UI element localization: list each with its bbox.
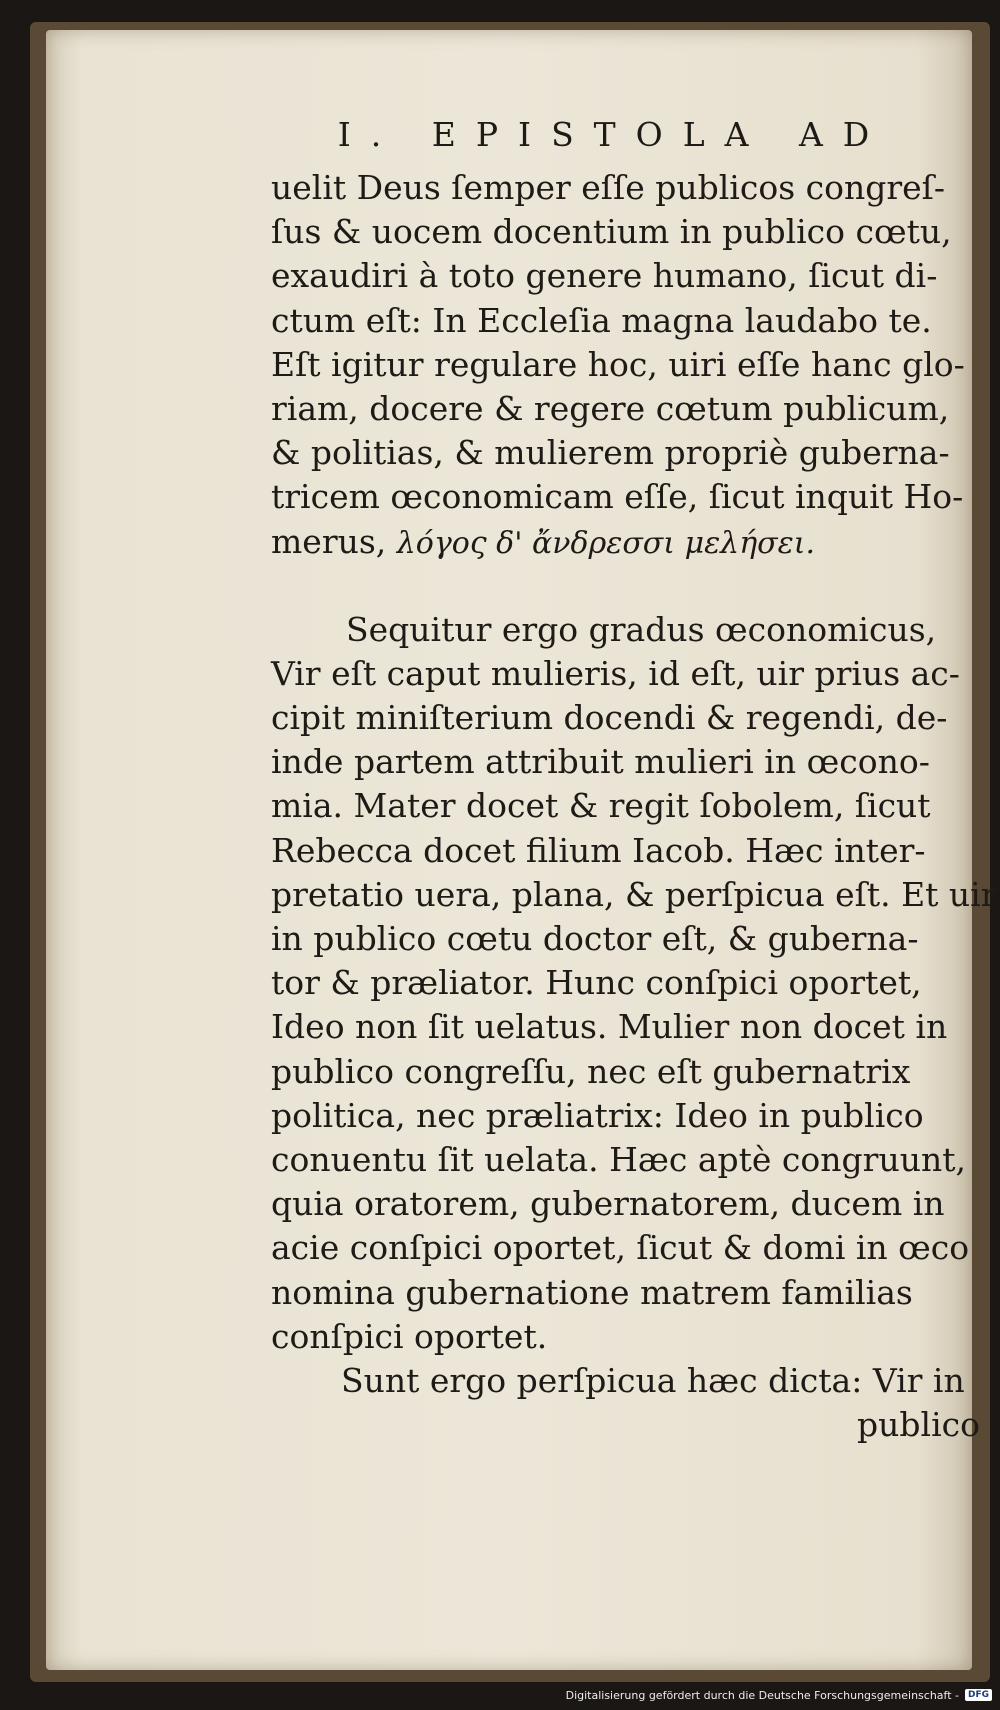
text-line: quia oratorem, gubernatorem, ducem in bbox=[271, 1184, 945, 1224]
text-line: inde partem attribuit mulieri in œcono- bbox=[271, 742, 930, 782]
text-line: acie conſpici oportet, ſicut & domi in œco bbox=[271, 1228, 970, 1268]
text-line: & politias, & mulierem propriè guberna- bbox=[271, 433, 950, 473]
text-line: in publico cœtu doctor eſt, & guberna- bbox=[271, 919, 919, 958]
text-line: cipit miniſterium docendi & regendi, de- bbox=[271, 698, 948, 738]
text-line: conuentu ſit uelata. Hæc aptè congruunt, bbox=[271, 1139, 966, 1179]
text-line: Ideo non ſit uelatus. Mulier non docet in bbox=[271, 1007, 948, 1047]
text-line: conſpici oportet. bbox=[271, 1316, 548, 1356]
catchword: publico bbox=[857, 1405, 980, 1445]
paragraph-gap bbox=[271, 564, 986, 608]
text-line: nomina gubernatione matrem familias bbox=[271, 1272, 913, 1312]
greek-quotation: λόγος δ' ἄνδρεσσι μελήσει. bbox=[396, 525, 816, 561]
text-line: pretatio uera, plana, & perſpicua eſt. Et uir bbox=[271, 874, 997, 914]
text-line: uelit Deus ſemper eſſe publicos congreſ- bbox=[271, 168, 946, 207]
paragraph-first-line: Sunt ergo perſpicua hæc dicta: Vir in bbox=[341, 1360, 965, 1400]
text-line: ctum eſt: In Eccleſia magna laudabo te. bbox=[271, 300, 932, 340]
running-head: I. EPISTOLA AD bbox=[337, 115, 890, 154]
text-line: publico congreſſu, nec eſt gubernatrix bbox=[271, 1051, 911, 1091]
text-line: riam, docere & regere cœtum publicum, bbox=[271, 388, 950, 428]
dfg-logo-icon: DFG bbox=[965, 1689, 992, 1701]
text-line: tor & præliator. Hunc conſpici oportet, bbox=[271, 963, 922, 1003]
digitization-credit bbox=[566, 1684, 992, 1706]
book-page bbox=[46, 30, 997, 1670]
text-line: tricem œconomicam eſſe, ſicut inquit Ho- bbox=[271, 477, 964, 517]
text-line: ſus & uocem docentium in publico cœtu, bbox=[271, 212, 952, 252]
text-line: Rebecca docet filium Iacob. Hæc inter- bbox=[271, 830, 926, 870]
paragraph-first-line: Sequitur ergo gradus œconomicus, bbox=[346, 609, 937, 649]
text-line: Eſt igitur regulare hoc, uiri eſſe hanc glo- bbox=[271, 344, 965, 384]
text-line: politica, nec præliatrix: Ideo in publico bbox=[271, 1095, 924, 1135]
text-line: mia. Mater docet & regit ſobolem, ſicut bbox=[271, 786, 931, 826]
text-line: exaudiri à toto genere humano, ſicut di- bbox=[271, 256, 938, 296]
text-fragment: merus, bbox=[271, 521, 387, 561]
text-line: Vir eſt caput mulieris, id eſt, uir prius ac- bbox=[271, 653, 960, 693]
credit-text: Digitalisierung gefördert durch die Deutsche Forschungsgemeinschaft - bbox=[565, 1688, 959, 1702]
text-line-with-greek bbox=[271, 520, 986, 564]
text-block bbox=[271, 110, 997, 1447]
